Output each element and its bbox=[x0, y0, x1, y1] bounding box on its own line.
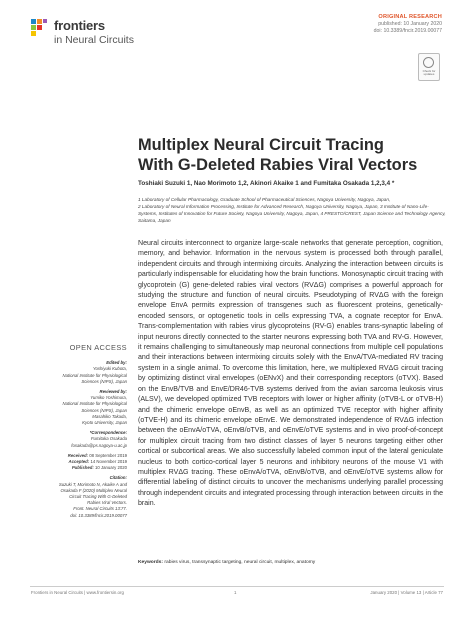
editor-line: Yoshiyuki Kubota, bbox=[92, 366, 127, 372]
check-for-updates-button[interactable] bbox=[418, 53, 440, 81]
editor-line: Sciences (NIPS), Japan bbox=[81, 378, 127, 384]
citation bbox=[31, 475, 127, 518]
check-for-updates-label: Check for updates bbox=[422, 69, 436, 77]
reviewer-line: Kyoto University, Japan bbox=[82, 420, 127, 426]
citation-line: Osakada F (2020) Multiplex Neural bbox=[60, 487, 127, 493]
article-type: ORIGINAL RESEARCH bbox=[378, 14, 442, 20]
dates bbox=[31, 453, 127, 472]
open-access-label: OPEN ACCESS bbox=[69, 343, 127, 352]
accepted-label: Accepted: bbox=[68, 459, 90, 465]
article-meta bbox=[374, 14, 442, 35]
correspondence bbox=[31, 430, 127, 449]
edited-by bbox=[31, 360, 127, 385]
reviewer-line: Yumiko Yoshimura, bbox=[90, 395, 127, 401]
citation-line: doi: 10.3389/fncir.2019.00077 bbox=[70, 512, 127, 518]
correspondence-email[interactable]: fosakada@ps.nagoya-u.ac.jp bbox=[71, 442, 127, 448]
editor-line: National Institute for Physiological bbox=[62, 372, 127, 378]
page-number: 1 bbox=[234, 590, 237, 595]
sidebar bbox=[31, 345, 127, 523]
citation-line: Rabies Viral Vectors. bbox=[87, 500, 127, 506]
published-value: 10 January 2020 bbox=[94, 465, 127, 471]
published-date-sidebar bbox=[31, 465, 127, 471]
footer-divider bbox=[30, 586, 444, 587]
keywords-list: rabies virus, transsynaptic targeting, neural circuit, multiplex, anatomy bbox=[164, 560, 316, 565]
citation-label: Citation: bbox=[109, 475, 127, 481]
refresh-icon bbox=[423, 57, 434, 68]
frontiers-logo-icon bbox=[30, 18, 50, 44]
brand-name: frontiers bbox=[54, 18, 105, 33]
affiliation: 2 Laboratory of Neural Information Processing, Institute for Advanced Research, Nagoya University, Nagoya, Japan, 3 Institute of Nano-Life-Systems, Institutes of Innovation for Future Society, Nagoya University, Nagoya, Japan, 4 PRESTO/CREST, Japan Science and Technology Agency, Saitama, Japan bbox=[138, 204, 446, 224]
accepted-value: 14 November 2019 bbox=[90, 459, 127, 465]
journal-logo bbox=[30, 16, 150, 48]
received-value: 08 September 2019 bbox=[89, 452, 127, 458]
keywords bbox=[138, 560, 443, 565]
abstract: Neural circuits interconnect to organize large-scale networks that generate perception, cognition, memory, and behavior. Information in the nervous system is processed both through parallel, independent circuits and through intermixing circuits. Analyzing the interaction between circuits is particularly indispensable for elucidating how the brain functions. Monosynaptic circuit tracing with glycoprotein (G) gene-deleted rabies viral vectors (RVΔG) comprises a powerful approach for studying the structure and function of neural circuits. Pseudotyping of RVΔG with the foreign envelope EnvA permits expression of transgenes such as fluorescent proteins, genetically-encoded sensors, or optogenetic tools in cells expressing TVA, a cognate receptor for EnvA. Trans-complementation with rabies virus glycoproteins (RV-G) enables trans-synaptic labeling of input neurons directly connected to the starter neurons expressing both TVA and RV-G. However, it remains challenging to simultaneously map neuronal connections from multiple cell populations and their interactions between intermixing circuits solely with the EnvA/TVA-mediated RV tracing system in a single animal. To overcome this limitation, here, we multiplexed RVΔG circuit tracing by optimizing distinct viral envelopes (oENvX) and their corresponding receptors (oTVX). Based on the EnvB/TVB and EnvE/DR46-TVB systems derived from the avian sarcoma leukosis virus (ALSV), we developed optimized TVB receptors with lower or higher affinity (oTVB-L or oTVB-H) and the chimeric envelope oEnvB, as well as an optimized TVE receptor with higher affinity (oTVE-H) and its chimeric envelope oEnvE. We demonstrated independence of RVΔG infection between the oEnvA/oTVA, oEnvB/oTVB, and oEnvE/oTVE systems and in vivo proof-of-concept for multiplex circuit tracing from two distinct classes of layer 5 neurons targeting either other cortical or subcortical areas. We also successfully labeled common input of the lateral geniculate nucleus to both cortico-cortical layer 5 neurons and inhibitory neurons of the mouse V1 with multiplex RVΔG tracing. These oEnvA/oTVA, oEnvB/oTVB, and oEnvE/oTVE systems allow for differential labeling of distinct circuits to uncover the mechanisms underlying parallel processing through independent circuits and integrated processing through interaction between circuits in the brain. bbox=[138, 240, 443, 508]
published-label: Published: bbox=[71, 465, 94, 471]
footer-issue: January 2020 | Volume 13 | Article 77 bbox=[370, 590, 443, 595]
reviewed-by-label: Reviewed by: bbox=[99, 389, 127, 395]
correspondence-label: *Correspondence: bbox=[89, 430, 127, 436]
affiliation: 1 Laboratory of Cellular Pharmacology, Graduate School of Pharmaceutical Sciences, Nagoya University, Nagoya, Japan, bbox=[138, 197, 391, 202]
citation-line: Circuit Tracing With G-Deleted bbox=[69, 494, 127, 500]
published-date: published: 10 January 2020 bbox=[378, 21, 442, 27]
title-line-1: Multiplex Neural Circuit Tracing bbox=[138, 136, 384, 154]
keywords-label: Keywords: bbox=[138, 560, 164, 565]
reviewer-line: National Institute for Physiological bbox=[62, 401, 127, 407]
reviewer-line: Sciences (NIPS), Japan bbox=[81, 407, 127, 413]
received-label: Received: bbox=[67, 452, 89, 458]
reviewed-by bbox=[31, 389, 127, 426]
journal-name: in Neural Circuits bbox=[54, 34, 134, 46]
doi: doi: 10.3389/fncir.2019.00077 bbox=[373, 28, 442, 34]
footer-journal[interactable]: Frontiers in Neural Circuits | www.frontiersin.org bbox=[31, 590, 124, 595]
citation-line: Front. Neural Circuits 13:77. bbox=[73, 506, 127, 512]
title-line-2: With G-Deleted Rabies Viral Vectors bbox=[138, 156, 418, 174]
author-list: Toshiaki Suzuki 1, Nao Morimoto 1,2, Akinori Akaike 1 and Fumitaka Osakada 1,2,3,4 * bbox=[138, 180, 395, 187]
affiliations bbox=[138, 197, 448, 226]
edited-by-label: Edited by: bbox=[106, 360, 127, 366]
citation-line: Suzuki T, Morimoto N, Akaike A and bbox=[58, 481, 127, 487]
article-title bbox=[138, 135, 458, 175]
correspondence-name: Fumitaka Osakada bbox=[90, 436, 127, 442]
reviewer-line: Masahiko Takada, bbox=[92, 413, 127, 419]
